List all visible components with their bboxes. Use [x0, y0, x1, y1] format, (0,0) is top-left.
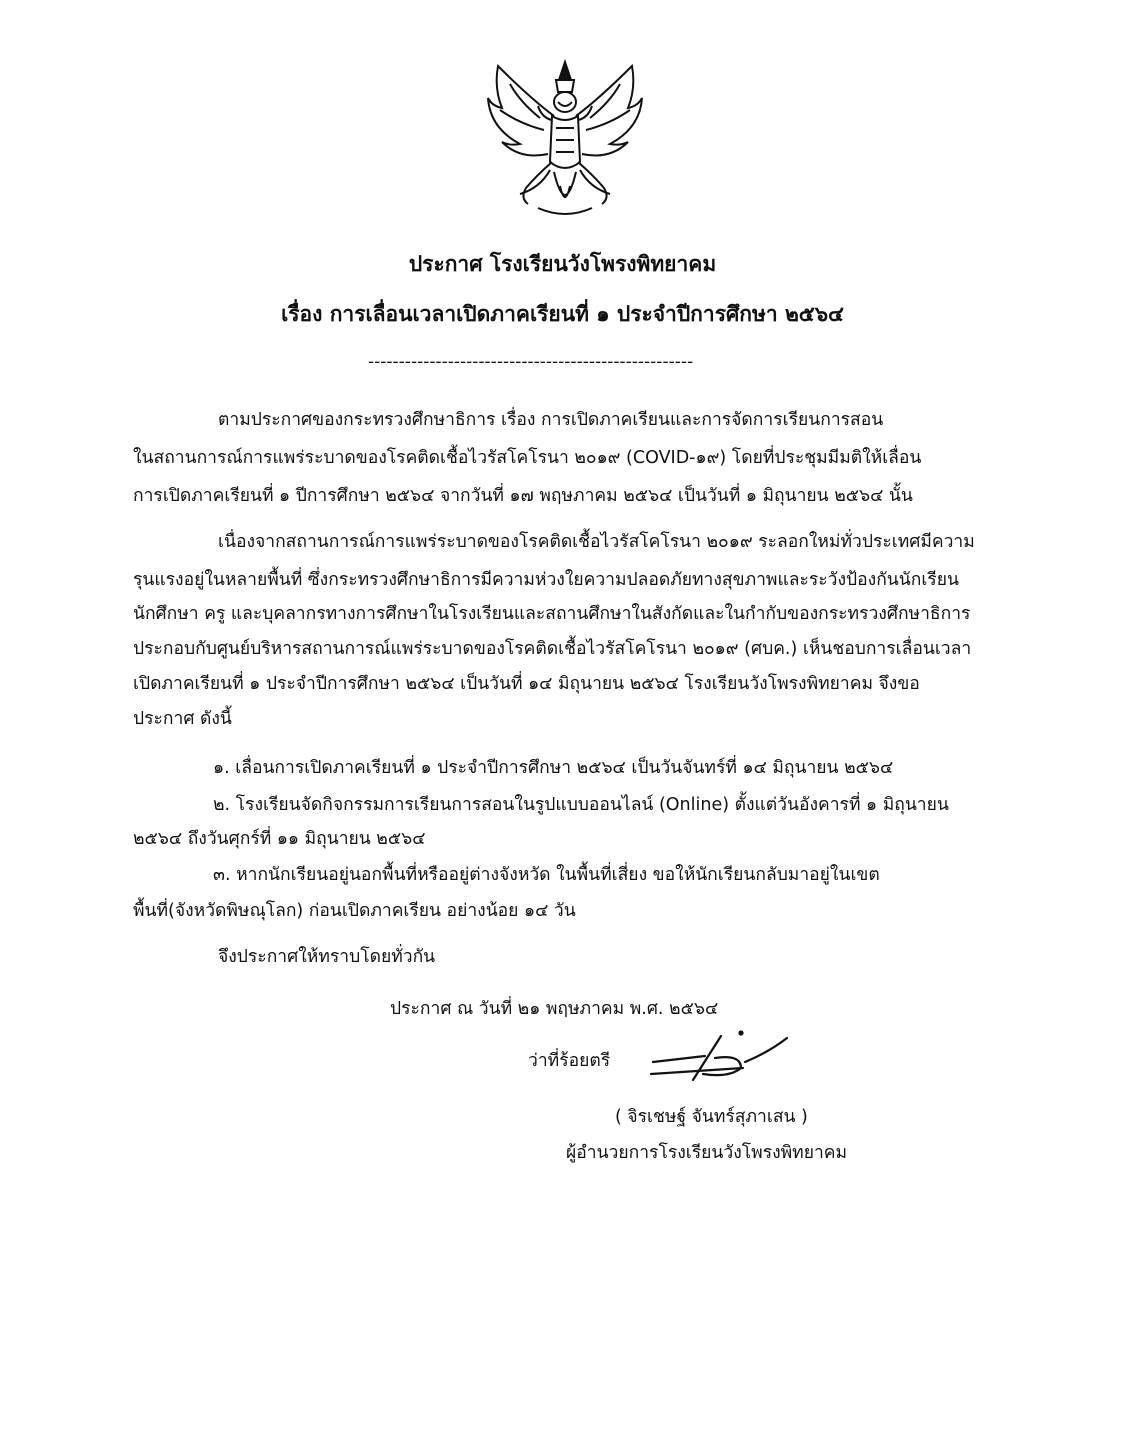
signer-position: ผู้อำนวยการโรงเรียนวังโพรงพิทยาคม [566, 1143, 848, 1163]
closing-text: จึงประกาศให้ทราบโดยทั่วกัน [218, 947, 436, 967]
signer-rank: ว่าที่ร้อยตรี [528, 1051, 611, 1071]
announcement-title: ประกาศ โรงเรียนวังโพรงพิทยาคม [408, 252, 717, 276]
paragraph-line: ประกาศ ดังนี้ [133, 709, 232, 729]
paragraph-line: เปิดภาคเรียนที่ ๑ ประจำปีการศึกษา ๒๕๖๔ เป็นวันที่ ๑๔ มิถุนายน ๒๕๖๔ โรงเรียนวังโพรงพิทยาคม จึงขอ [133, 674, 920, 694]
list-item: ๑. เลื่อนการเปิดภาคเรียนที่ ๑ ประจำปีการศึกษา ๒๕๖๔ เป็นวันจันทร์ที่ ๑๔ มิถุนายน ๒๕๖๔ [213, 758, 894, 778]
list-item: ๓. หากนักเรียนอยู่นอกพื้นที่หรืออยู่ต่างจังหวัด ในพื้นที่เสี่ยง ขอให้นักเรียนกลับมาอยู่ในเขต [213, 865, 880, 885]
title-divider: ----------------------------------------------------- [368, 352, 694, 372]
list-item-continuation: พื้นที่(จังหวัดพิษณุโลก) ก่อนเปิดภาคเรียน อย่างน้อย ๑๔ วัน [133, 901, 576, 921]
paragraph-line: ประกอบกับศูนย์บริหารสถานการณ์แพร่ระบาดของโรคติดเชื้อไวรัสโคโรนา ๒๐๑๙ (ศบค.) เห็นชอบการเลื่อนเวลา [133, 639, 972, 659]
paragraph-line: รุนแรงอยู่ในหลายพื้นที่ ซึ่งกระทรวงศึกษาธิการมีความห่วงใยความปลอดภัยทางสุขภาพและระวังป้องกันนักเรียน [133, 570, 959, 590]
paragraph-line: ในสถานการณ์การแพร่ระบาดของโรคติดเชื้อไวรัสโคโรนา ๒๐๑๙ (COVID-๑๙) โดยที่ประชุมมีมติให้เลื่อน [133, 448, 922, 468]
paragraph-line: นักศึกษา ครู และบุคลากรทางการศึกษาในโรงเรียนและสถานศึกษาในสังกัดและในกำกับของกระทรวงศึกษาธิการ [133, 604, 971, 624]
announcement-subject: เรื่อง การเลื่อนเวลาเปิดภาคเรียนที่ ๑ ประจำปีการศึกษา ๒๕๖๔ [281, 302, 844, 326]
list-item-continuation: ๒๕๖๔ ถึงวันศุกร์ที่ ๑๑ มิถุนายน ๒๕๖๔ [133, 829, 426, 849]
paragraph-line: เนื่องจากสถานการณ์การแพร่ระบาดของโรคติดเชื้อไวรัสโคโรนา ๒๐๑๙ ระลอกใหม่ทั่วประเทศมีความ [218, 532, 975, 552]
paragraph-line: การเปิดภาคเรียนที่ ๑ ปีการศึกษา ๒๕๖๔ จากวันที่ ๑๗ พฤษภาคม ๒๕๖๔ เป็นวันที่ ๑ มิถุนายน ๒๕๖๔ นั้น [133, 486, 913, 506]
garuda-emblem-icon [480, 58, 650, 220]
list-item: ๒. โรงเรียนจัดกิจกรรมการเรียนการสอนในรูปแบบออนไลน์ (Online) ตั้งแต่วันอังคารที่ ๑ มิถุนายน [213, 795, 949, 815]
signature-icon [645, 1028, 795, 1083]
signer-name: ( จิรเชษฐ์ จันทร์สุภาเสน ) [615, 1107, 808, 1127]
paragraph-line: ตามประกาศของกระทรวงศึกษาธิการ เรื่อง การเปิดภาคเรียนและการจัดการเรียนการสอน [218, 410, 884, 430]
announcement-date: ประกาศ ณ วันที่ ๒๑ พฤษภาคม พ.ศ. ๒๕๖๔ [390, 999, 719, 1019]
